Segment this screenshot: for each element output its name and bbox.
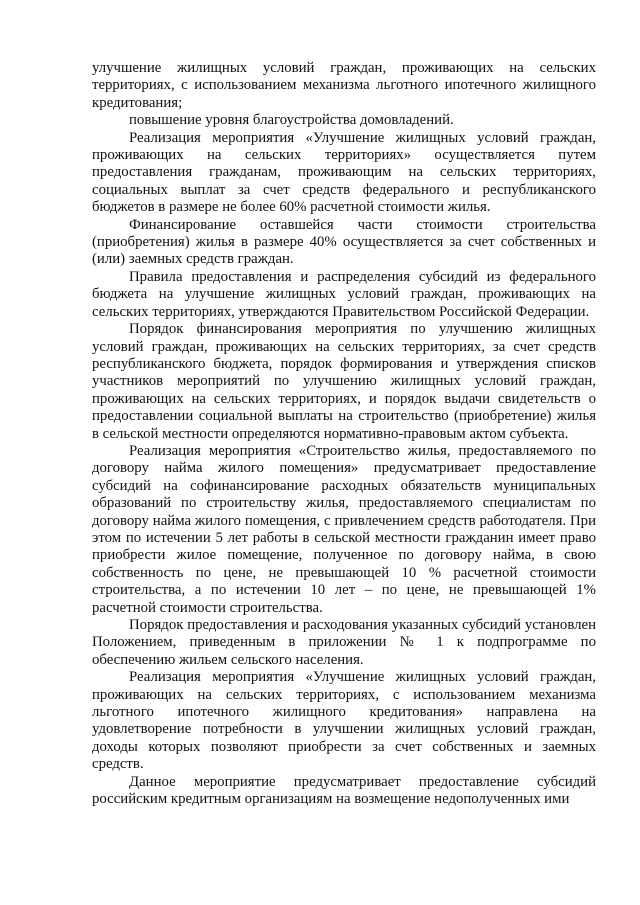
paragraph-7: Реализация мероприятия «Строительство жилья, предоставляемого по договору найма жилого помещения» предусматривает предоставление субсидий на софинансирование расходных обязательств муниципальных образований по строительству жилья, предоставляемого специалистам по договору найма жилого помещения, с привлечением средств работодателя. При этом по истечении 5 лет работы в сельской местности гражданин имеет право приобрести жилое помещение, полученное по договору найма, в свою собственность по цене, не превышающей 10 % расчетной стоимости строительства, а по истечении 10 лет – по цене, не превышающей 1% расчетной стоимости строительства.	[92, 442, 596, 616]
paragraph-2: повышение уровня благоустройства домовладений.	[129, 112, 454, 129]
paragraph-5: Правила предоставления и распределения субсидий из федерального бюджета на улучшение жилищных условий граждан, проживающих на сельских территориях, утверждаются Правительством Российской Федерации.	[92, 268, 596, 320]
paragraph-8: Порядок предоставления и расходования указанных субсидий установлен Положением, приведенным в приложении № 1 к подпрограмме по обеспечению жильем сельского населения.	[92, 617, 596, 668]
paragraph-1: улучшение жилищных условий граждан, проживающих на сельских территориях, с использованием механизма льготного ипотечного жилищного кредитования;	[92, 60, 596, 111]
document-body	[92, 60, 596, 808]
paragraph-6: Порядок финансирования мероприятия по улучшению жилищных условий граждан, проживающих на сельских территориях, за счет средств республиканского бюджета, порядок формирования и утверждения списков участников мероприятий по улучшению жилищных условий граждан, проживающих на сельских территориях, и порядок выдачи свидетельств о предоставлении социальной выплаты на строительство (приобретение) жилья в сельской местности определяются нормативно-правовым актом субъекта.	[92, 321, 596, 442]
paragraph-4: Финансирование оставшейся части стоимости строительства (приобретения) жилья в размере 40% осуществляется за счет собственных и (или) заемных средств граждан.	[92, 216, 596, 268]
paragraph-10: Данное мероприятие предусматривает предоставление субсидий российским кредитным организациям на возмещение недополученных ими	[92, 773, 596, 808]
paragraph-9: Реализация мероприятия «Улучшение жилищных условий граждан, проживающих на сельских территориях, с использованием механизма льготного ипотечного жилищного кредитования» направлена на удовлетворение потребности в улучшении жилищных условий граждан, доходы которых позволяют приобрести за счет собственных и заемных средств.	[92, 669, 596, 773]
paragraph-3: Реализация мероприятия «Улучшение жилищных условий граждан, проживающих на сельских территориях» осуществляется путем предоставления гражданам, проживающим на сельских территориях, социальных выплат за счет средств федерального и республиканского бюджетов в размере не более 60% расчетной стоимости жилья.	[92, 129, 596, 216]
